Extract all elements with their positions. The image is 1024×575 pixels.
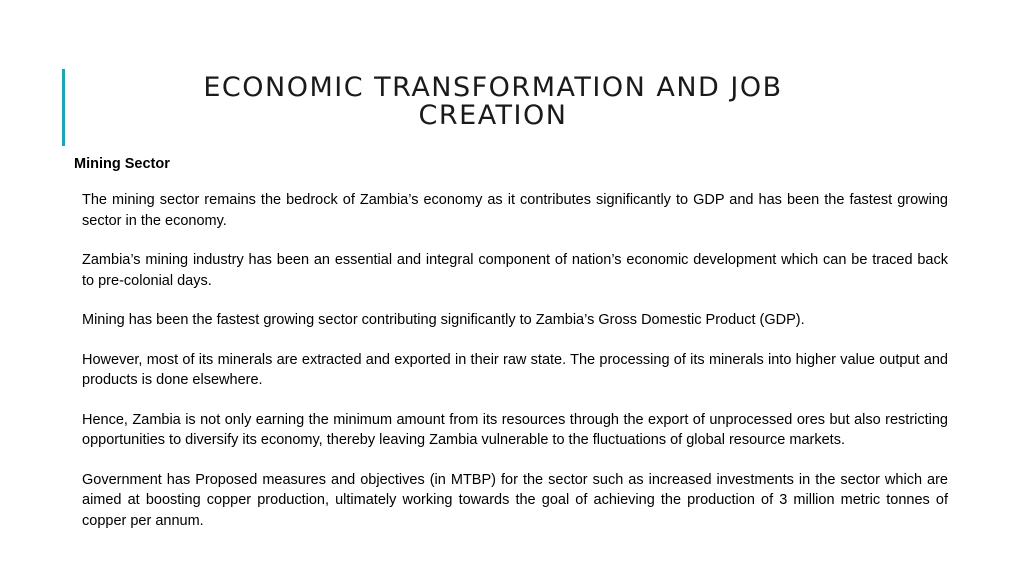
- slide-title: ECONOMIC TRANSFORMATION AND JOB CREATION: [203, 72, 783, 131]
- paragraph: Hence, Zambia is not only earning the minimum amount from its resources through the export of unprocessed ores but also restricting opportunities to diversify its economy, thereby leaving Zambia vulnerable to the fluctuations of global resource markets.: [82, 411, 948, 448]
- section-heading: Mining Sector: [74, 156, 170, 172]
- paragraph: The mining sector remains the bedrock of Zambia’s economy as it contributes significantly to GDP and has been the fastest growing sector in the economy.: [82, 192, 948, 229]
- paragraph: However, most of its minerals are extracted and exported in their raw state. The processing of its minerals into higher value output and products is done elsewhere.: [82, 351, 948, 388]
- title-accent-bar: [62, 69, 65, 146]
- paragraph: Zambia’s mining industry has been an essential and integral component of nation’s economic development which can be traced back to pre-colonial days.: [82, 252, 948, 289]
- paragraph: Government has Proposed measures and objectives (in MTBP) for the sector such as increased investments in the sector which are aimed at boosting copper production, ultimately working towards the goal of achieving the production of 3 million metric tonnes of copper per annum.: [82, 471, 948, 529]
- body-text: [82, 190, 948, 550]
- paragraph: Mining has been the fastest growing sector contributing significantly to Zambia’s Gross Domestic Product (GDP).: [82, 312, 805, 328]
